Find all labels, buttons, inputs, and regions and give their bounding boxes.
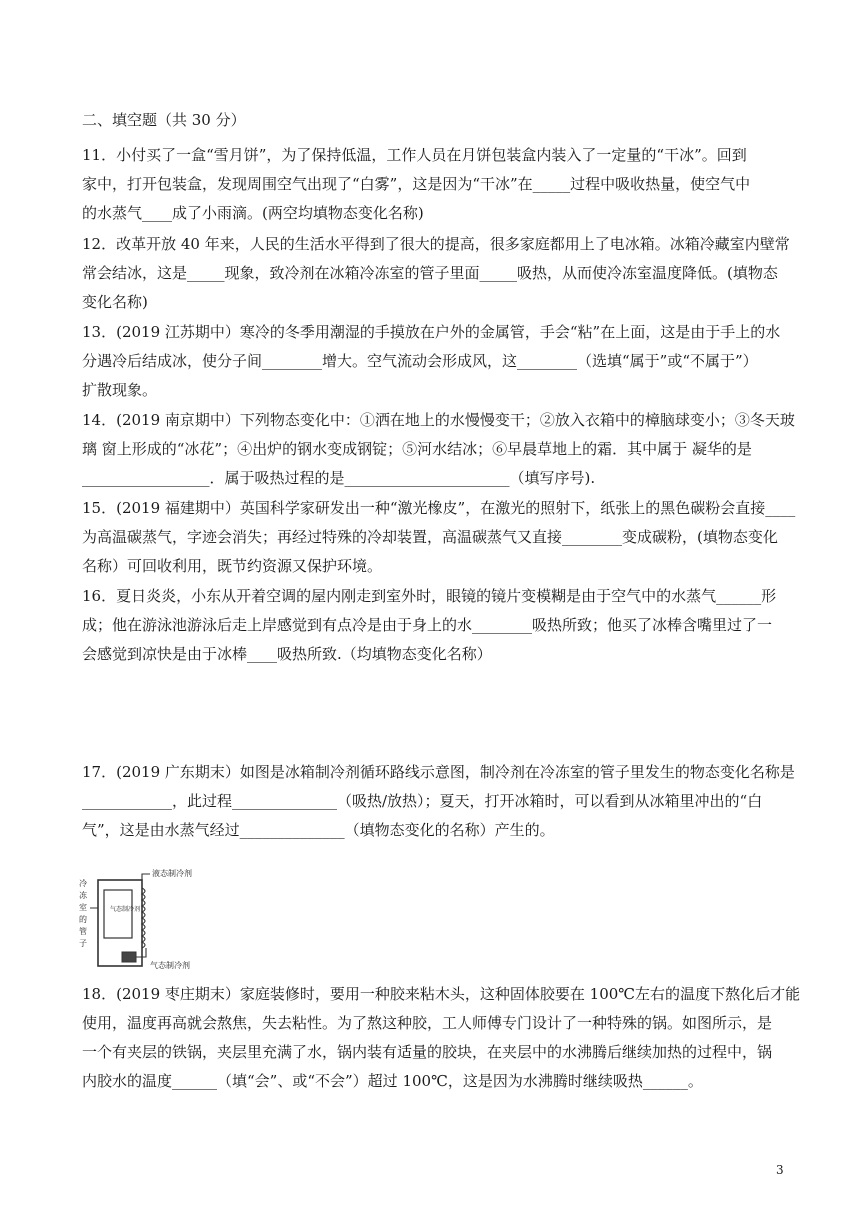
question-12 [82, 230, 790, 317]
question-15 [82, 494, 796, 581]
question-line: 常会结冰，这是_____现象，致冷剂在冰箱冷冻室的管子里面_____吸热，从而使冷冻室温度降低。(填物态 [82, 264, 778, 282]
label-char: 室 [79, 903, 87, 912]
label-char: 冷 [79, 879, 87, 888]
question-line: 璃 窗上形成的“冰花”；④出炉的钢水变成钢锭；⑤河水结冰；⑥早晨草地上的霜．其中属于 凝华的是 [82, 440, 752, 458]
label-inner-refrigerant: 气态制冷剂 [110, 906, 141, 913]
label-gas-refrigerant: 气态制冷剂 [150, 961, 190, 970]
label-char: 管 [79, 927, 87, 936]
label-char: 子 [79, 939, 87, 948]
question-line: 扩散现象。 [82, 381, 158, 399]
question-line: 一个有夹层的铁锅，夹层里充满了水，锅内装有适量的胶块，在夹层中的水沸腾后继续加热的过程中，锅 [82, 1043, 773, 1061]
pipe [136, 948, 146, 957]
fridge-refrigerant-diagram [76, 868, 206, 974]
question-18 [82, 980, 801, 1096]
pipe [142, 874, 150, 880]
question-line: 12．改革开放 40 年来，人民的生活水平得到了很大的提高，很多家庭都用上了电冰箱。冰箱冷藏室内壁常 [82, 235, 790, 253]
freezer-compartment [104, 890, 132, 938]
section-title: 二、填空题（共 30 分） [82, 111, 246, 129]
label-liquid-refrigerant: 液态制冷剂 [152, 869, 192, 878]
question-line: 会感觉到凉快是由于冰棒____吸热所致.（均填物态变化名称） [82, 645, 492, 663]
question-line: 使用，温度再高就会熬焦，失去粘性。为了熬这种胶，工人师傅专门设计了一种特殊的锅。如图所示，是 [82, 1014, 773, 1032]
question-line: 18．(2019 枣庄期末）家庭装修时，要用一种胶来粘木头，这种固体胶要在 100℃左右的温度下熬化后才能 [82, 985, 801, 1003]
question-line: 为高温碳蒸气，字迹会消失；再经过特殊的冷却装置，高温碳蒸气又直接________变成碳粉，(填物态变化 [82, 528, 778, 546]
question-line: 16．夏日炎炎，小东从开着空调的屋内刚走到室外时，眼镜的镜片变模糊是由于空气中的水蒸气______形 [82, 587, 777, 605]
question-line: 家中，打开包装盒，发现周围空气出现了“白雾”，这是因为“干冰”在_____过程中吸收热量，使空气中 [82, 175, 751, 193]
question-13 [82, 318, 782, 405]
question-line: 11．小付买了一盒“雪月饼”，为了保持低温，工作人员在月饼包装盒内装入了一定量的“干冰”。回到 [82, 146, 747, 164]
question-11 [82, 141, 782, 228]
label-char: 冻 [79, 891, 87, 900]
question-line: 变化名称) [82, 293, 148, 311]
fridge-diagram-svg [76, 868, 206, 974]
question-17 [82, 758, 795, 845]
question-line: 成；他在游泳池游泳后走上岸感觉到有点冷是由于身上的水________吸热所致；他买了冰棒含嘴里过了一 [82, 616, 773, 634]
question-16 [82, 582, 782, 669]
compressor [122, 952, 136, 962]
question-line: 13．(2019 江苏期中）寒冷的冬季用潮湿的手摸放在户外的金属管，手会“粘”在上面，这是由于手上的水 [82, 323, 781, 341]
question-line: ____________，此过程______________（吸热/放热）；夏天，打开冰箱时，可以看到从冰箱里冲出的“白 [82, 792, 763, 810]
label-freezer-pipe [79, 878, 88, 948]
label-char: 的 [79, 915, 87, 924]
question-line: 名称）可回收利用，既节约资源又保护环境。 [82, 557, 383, 575]
question-line: 14．(2019 南京期中）下列物态变化中：①洒在地上的水慢慢变干；②放入衣箱中的樟脑球变小；③冬天玻 [82, 411, 795, 429]
question-line: 15．(2019 福建期中）英国科学家研发出一种“激光橡皮”，在激光的照射下，纸张上的黑色碳粉会直接____ [82, 499, 796, 517]
question-14 [82, 406, 795, 493]
question-line: 的水蒸气____成了小雨滴。(两空均填物态变化名称) [82, 204, 424, 222]
question-line: 17．(2019 广东期末）如图是冰箱制冷剂循环路线示意图，制冷剂在冷冻室的管子里发生的物态变化名称是 [82, 763, 795, 781]
question-line: _________________．属于吸热过程的是______________________（填写序号). [82, 469, 596, 487]
question-line: 气”，这是由水蒸气经过______________（填物态变化的名称）产生的。 [82, 821, 555, 839]
page-number: 3 [776, 1163, 784, 1177]
question-line: 内胶水的温度______（填“会”、或“不会”）超过 100℃，这是因为水沸腾时继续吸热______。 [82, 1072, 703, 1090]
question-line: 分遇冷后结成冰，使分子间________增大。空气流动会形成风，这________（选填“属于”或“不属于”） [82, 352, 758, 370]
